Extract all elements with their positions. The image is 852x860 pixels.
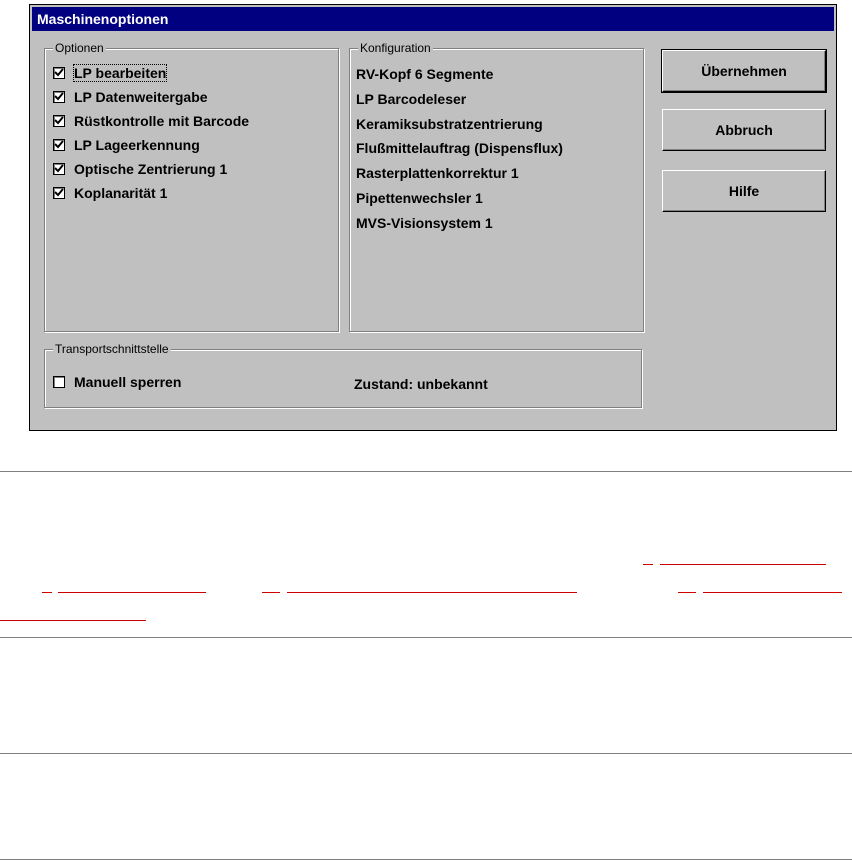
link-underline[interactable] [643, 564, 653, 565]
option-koplanaritaet[interactable] [53, 183, 167, 203]
page-divider [0, 753, 852, 754]
options-group [44, 41, 339, 332]
configuration-group [349, 41, 644, 332]
help-button[interactable]: Hilfe [662, 170, 826, 212]
config-item: Rasterplattenkorrektur 1 [356, 165, 519, 181]
option-lp-bearbeiten[interactable] [53, 63, 166, 83]
dialog-title: Maschinenoptionen [32, 7, 834, 31]
machine-options-dialog [29, 4, 837, 431]
transport-interface-group [44, 342, 642, 408]
transport-legend: Transportschnittstelle [55, 342, 169, 356]
page-divider [0, 471, 852, 472]
link-underline[interactable] [678, 592, 696, 593]
option-label: LP bearbeiten [74, 65, 167, 81]
config-item: Keramiksubstratzentrierung [356, 116, 543, 132]
link-underline[interactable] [58, 592, 206, 593]
options-legend: Optionen [55, 41, 104, 55]
option-label: LP Datenweitergabe [74, 89, 208, 105]
option-optische-zentrierung[interactable] [53, 159, 227, 179]
link-underline[interactable] [660, 564, 826, 565]
option-label: Koplanarität 1 [74, 185, 168, 201]
option-lp-lageerkennung[interactable] [53, 135, 200, 155]
checkbox-unchecked-icon[interactable] [53, 376, 65, 388]
config-item: Pipettenwechsler 1 [356, 190, 483, 206]
checkbox-checked-icon[interactable] [53, 91, 65, 103]
cancel-button[interactable]: Abbruch [662, 109, 826, 151]
checkbox-checked-icon[interactable] [53, 187, 65, 199]
manual-lock-label: Manuell sperren [74, 374, 182, 390]
config-item: MVS-Visionsystem 1 [356, 215, 493, 231]
apply-button[interactable]: Übernehmen [662, 50, 826, 92]
option-label: Rüstkontrolle mit Barcode [74, 113, 250, 129]
checkbox-checked-icon[interactable] [53, 163, 65, 175]
option-ruestkontrolle[interactable] [53, 111, 249, 131]
transport-status: Zustand: unbekannt [354, 376, 488, 392]
link-underline[interactable] [42, 592, 52, 593]
configuration-legend: Konfiguration [360, 41, 431, 55]
config-item: Flußmittelauftrag (Dispensflux) [356, 140, 563, 156]
manual-lock-checkbox[interactable] [53, 372, 181, 392]
link-underline[interactable] [703, 592, 842, 593]
page-divider [0, 637, 852, 638]
link-underline[interactable] [0, 620, 146, 621]
checkbox-checked-icon[interactable] [53, 139, 65, 151]
option-label: Optische Zentrierung 1 [74, 161, 228, 177]
config-item: RV-Kopf 6 Segmente [356, 66, 494, 82]
config-item: LP Barcodeleser [356, 91, 467, 107]
option-lp-datenweitergabe[interactable] [53, 87, 208, 107]
option-label: LP Lageerkennung [74, 137, 200, 153]
checkbox-checked-icon[interactable] [53, 115, 65, 127]
link-underline[interactable] [262, 592, 280, 593]
checkbox-checked-icon[interactable] [53, 67, 65, 79]
link-underline[interactable] [287, 592, 577, 593]
